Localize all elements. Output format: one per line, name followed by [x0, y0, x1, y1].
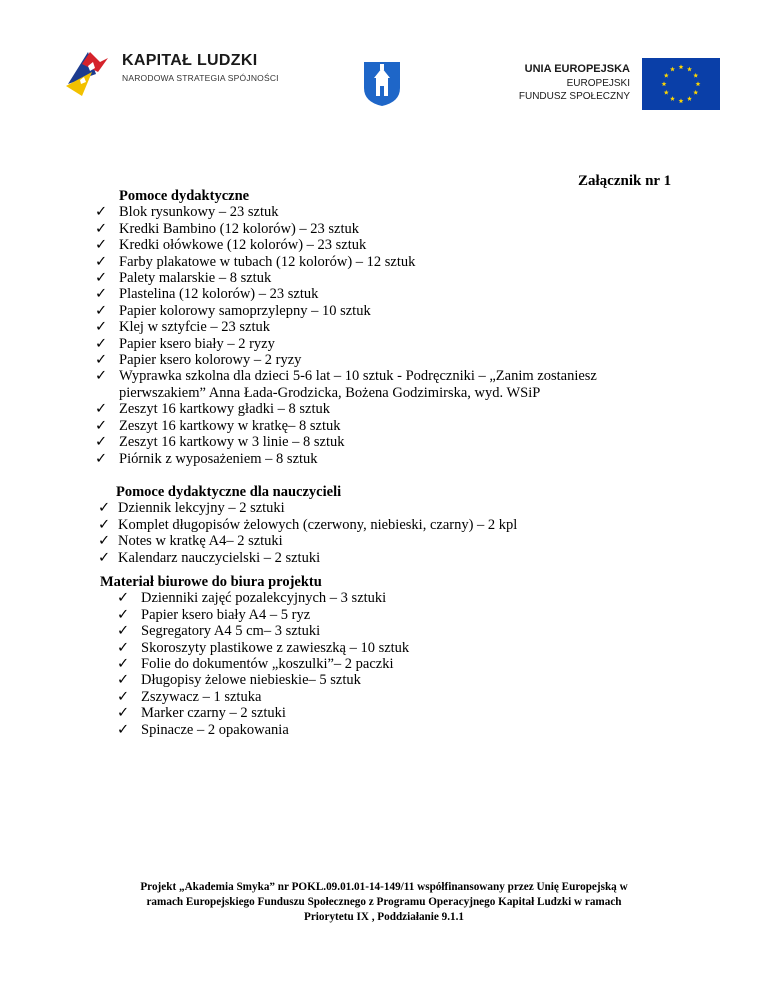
list-item [95, 319, 635, 335]
list-item [98, 517, 638, 533]
checkmark-icon: ✓ [95, 204, 108, 221]
list-item-text: Segregatory A4 5 cm– 3 sztuki [141, 623, 321, 640]
footer-line: Priorytetu IX , Poddziałanie 9.1.1 [303, 910, 465, 923]
list-item [117, 640, 640, 656]
list-item-text: Papier ksero biały A4 – 5 ryz [141, 606, 311, 623]
teacher-aids-list [98, 500, 638, 566]
checkmark-icon: ✓ [117, 705, 130, 722]
footer-line: Projekt „Akademia Smyka” nr POKL.09.01.01-14-149/11 współfinansowany przez Unię Europejską w [140, 881, 628, 893]
eu-union-label: UNIA EUROPEJSKA [524, 63, 630, 75]
checkmark-icon: ✓ [117, 656, 130, 673]
eu-social-fund-label: FUNDUSZ SPOŁECZNY [518, 91, 630, 102]
list-item [98, 533, 638, 549]
teaching-aids-list [95, 204, 635, 467]
eu-flag-icon [642, 58, 720, 110]
checkmark-icon: ✓ [95, 286, 108, 303]
page-footer [60, 880, 708, 924]
list-item-text: Zeszyt 16 kartkowy w 3 linie – 8 sztuk [119, 434, 345, 451]
list-item-text: Zeszyt 16 kartkowy gładki – 8 sztuk [119, 401, 331, 418]
list-item-text: Piórnik z wyposażeniem – 8 sztuk [119, 450, 318, 467]
checkmark-icon: ✓ [95, 352, 108, 369]
list-item [95, 237, 635, 253]
list-item-text: Folie do dokumentów „koszulki”– 2 paczki [141, 656, 394, 673]
list-item-text: Kredki ołówkowe (12 kolorów) – 23 sztuk [119, 237, 367, 254]
list-item-text: Komplet długopisów żelowych (czerwony, niebieski, czarny) – 2 kpl [118, 516, 518, 533]
checkmark-icon: ✓ [95, 417, 108, 434]
checkmark-icon: ✓ [95, 335, 108, 352]
eu-european-label: EUROPEJSKI [566, 78, 630, 89]
list-item [95, 286, 635, 302]
list-item-text: Dzienniki zajęć pozalekcyjnych – 3 sztuki [141, 590, 387, 607]
list-item-text: Długopisy żelowe niebieskie– 5 sztuk [141, 672, 361, 689]
checkmark-icon: ✓ [95, 270, 108, 287]
eu-fund-label [500, 62, 630, 103]
list-item [95, 336, 635, 352]
office-supplies-section [100, 574, 640, 738]
list-item [95, 204, 635, 220]
list-item [95, 254, 635, 270]
list-item-text: Zszywacz – 1 sztuka [141, 688, 262, 705]
checkmark-icon: ✓ [117, 590, 130, 607]
checkmark-icon: ✓ [95, 401, 108, 418]
checkmark-icon: ✓ [95, 220, 108, 237]
list-item [95, 434, 635, 450]
attachment-number: Załącznik nr 1 [578, 173, 672, 189]
section-heading: Pomoce dydaktyczne [119, 188, 250, 204]
list-item-text: Notes w kratkę A4– 2 sztuki [118, 533, 283, 550]
list-item-text: Papier ksero kolorowy – 2 ryzy [119, 352, 302, 369]
checkmark-icon: ✓ [117, 688, 130, 705]
checkmark-icon: ✓ [117, 672, 130, 689]
list-item [95, 401, 635, 417]
checkmark-icon: ✓ [98, 549, 111, 566]
kapital-ludzki-title: KAPITAŁ LUDZKI [122, 52, 258, 69]
list-item [117, 623, 640, 639]
section-heading: Materiał biurowe do biura projektu [100, 574, 322, 590]
teaching-aids-section [95, 188, 635, 467]
checkmark-icon: ✓ [117, 623, 130, 640]
checkmark-icon: ✓ [117, 606, 130, 623]
list-item [95, 221, 635, 237]
checkmark-icon: ✓ [95, 253, 108, 270]
office-supplies-list [100, 590, 640, 738]
list-item [95, 303, 635, 319]
list-item-text: Zeszyt 16 kartkowy w kratkę– 8 sztuk [119, 417, 341, 434]
list-item [98, 500, 638, 516]
checkmark-icon: ✓ [95, 302, 108, 319]
municipal-crest-icon [362, 60, 402, 108]
checkmark-icon: ✓ [117, 639, 130, 656]
section-heading: Pomoce dydaktyczne dla nauczycieli [116, 484, 342, 500]
list-item-text: Skoroszyty plastikowe z zawieszką – 10 sztuk [141, 639, 410, 656]
list-item-text: Wyprawka szkolna dla dzieci 5-6 lat – 10 sztuk - Podręczniki – „Zanim zostaniesz pierwszakiem” Anna Łada-Grodzicka, Bożena Godzimirska, wyd. WSiP [119, 368, 597, 401]
checkmark-icon: ✓ [98, 516, 111, 533]
list-item-text: Papier kolorowy samoprzylepny – 10 sztuk [119, 302, 371, 319]
kapital-ludzki-emblem-icon [62, 44, 120, 102]
list-item [95, 451, 635, 467]
teacher-aids-section [98, 484, 638, 566]
list-item-text: Kredki Bambino (12 kolorów) – 23 sztuk [119, 220, 360, 237]
kapital-ludzki-logo [62, 48, 292, 104]
list-item [117, 590, 640, 606]
list-item [95, 270, 635, 286]
checkmark-icon: ✓ [95, 450, 108, 467]
footer-line: ramach Europejskiego Funduszu Społecznego z Programu Operacyjnego Kapitał Ludzki w ramach [146, 895, 622, 908]
page-header [0, 0, 768, 130]
list-item [117, 607, 640, 623]
list-item-text: Kalendarz nauczycielski – 2 sztuki [118, 549, 321, 566]
list-item [98, 550, 638, 566]
checkmark-icon: ✓ [95, 368, 108, 385]
list-item-text: Marker czarny – 2 sztuki [141, 705, 286, 722]
list-item-text: Klej w sztyfcie – 23 sztuk [119, 319, 271, 336]
list-item [95, 368, 635, 401]
checkmark-icon: ✓ [95, 434, 108, 451]
list-item [117, 689, 640, 705]
list-item-text: Farby plakatowe w tubach (12 kolorów) – 12 sztuk [119, 253, 416, 270]
list-item [117, 672, 640, 688]
list-item [117, 656, 640, 672]
list-item-text: Papier ksero biały – 2 ryzy [119, 335, 275, 352]
list-item-text: Palety malarskie – 8 sztuk [119, 270, 272, 287]
list-item-text: Dziennik lekcyjny – 2 sztuki [118, 500, 285, 517]
checkmark-icon: ✓ [98, 533, 111, 550]
checkmark-icon: ✓ [117, 721, 130, 738]
list-item-text: Spinacze – 2 opakowania [141, 721, 289, 738]
list-item [117, 705, 640, 721]
checkmark-icon: ✓ [95, 237, 108, 254]
list-item [117, 722, 640, 738]
kapital-ludzki-subtitle: NARODOWA STRATEGIA SPÓJNOŚCI [122, 73, 279, 83]
list-item [95, 352, 635, 368]
checkmark-icon: ✓ [95, 319, 108, 336]
checkmark-icon: ✓ [98, 500, 111, 517]
list-item-text: Blok rysunkowy – 23 sztuk [119, 204, 279, 221]
list-item-text: Plastelina (12 kolorów) – 23 sztuk [119, 286, 319, 303]
list-item [95, 418, 635, 434]
